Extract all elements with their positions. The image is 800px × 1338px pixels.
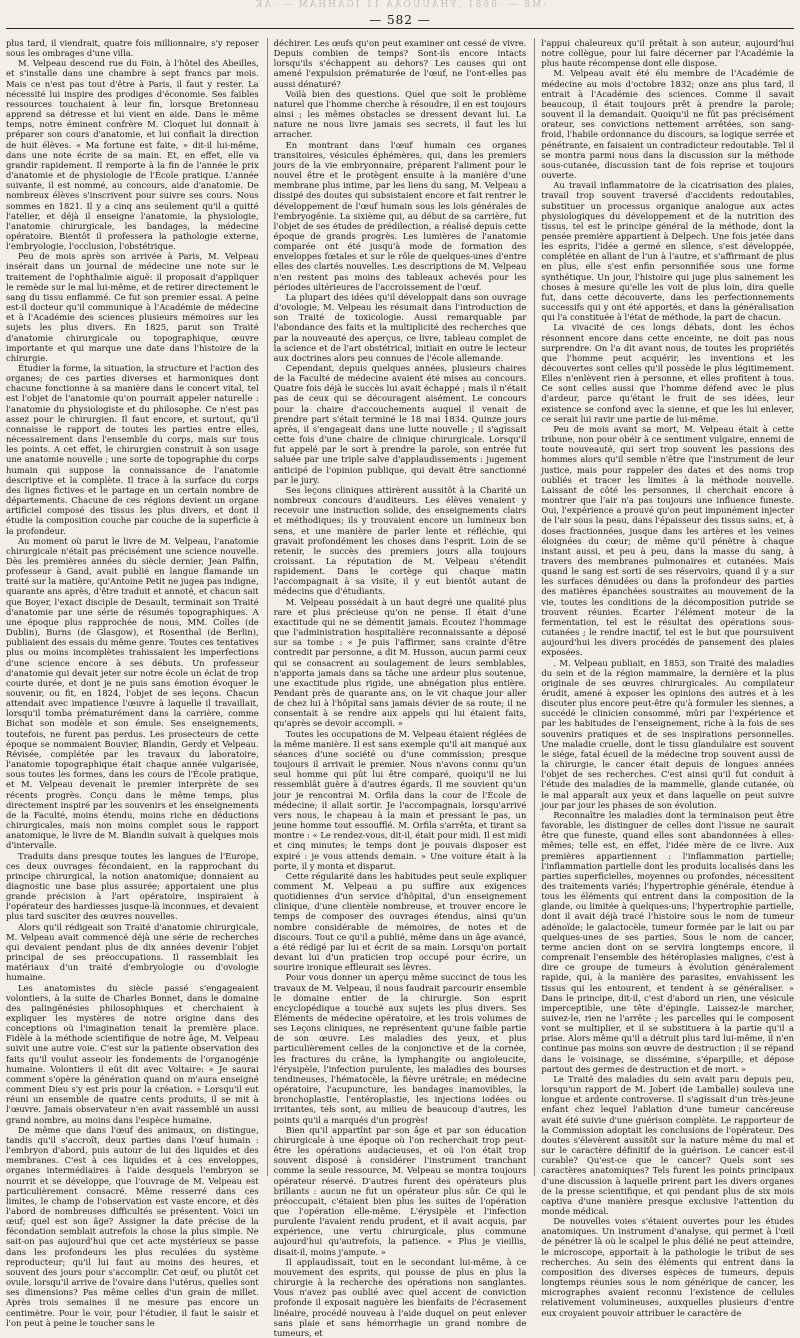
paragraph: Alors qu'il rédigeait son Traité d'anatomie chirurgicale, M. Velpeau avait commencé déjà une série de recherches qui devaient pendant plus de dix années devenir l'objet principal de ses préoccupations. Il rassemblait les matériaux d'un traité d'embryologie ou d'ovologie humaine. [6,921,259,983]
paragraph: Cette régularité dans les habitudes peut seule expliquer comment M. Velpeau a pu suffire aux exigences quotidiennes d'un service d'hôpital, d'un enseignement clinique, d'une clientèle nombreuse, et trouver encore le temps de composer des ouvrages étendus, ainsi qu'un nombre considérable de mémoires, de notes et de discours. Tout ce qu'il a publié, même dans un âge avancé, a été rédigé par lui et écrit de sa main. Lorsqu'on portait devant lui d'un praticien trop occupé pour écrire, un sourire ironique effleurait ses lèvres. [273,870,527,973]
header-rule [6,28,794,29]
paragraph: M. Velpeau descend rue du Foin, à l'hôtel des Abeilles, et s'installe dans une chambre à sept francs par mois. Mais ce n'est pas tout d'être à Paris, il faut y rester. La nécessité lui inspire des prodiges d'économie. Ses faibles ressources touchaient à leur fin, lorsque Bretonneau apprend sa détresse et lui vient en aide. Dans le même temps, notre éminent confrère M. Cloquet lui donnait à préparer son cours d'anatomie, et lui confiait la direction de huit élèves. « Ma fortune est faite, » dit-il lui-même, dans une note écrite de sa main. Et, en effet, elle va grandir rapidement. Il remporte à la fin de l'année le prix d'anatomie et de physiologie de l'École pratique. L'année suivante, il est nommé, au concours, aide d'anatomie. De nombreux élèves s'inscrivent pour suivre ses cours. Nous sommes en 1821. Il y a cinq ans seulement qu'il a quitté l'atelier, et déjà il enseigne l'anatomie, la physiologie, l'anatomie chirurgicale, les bandages, la médecine opératoire. Bientôt il professera la pathologie externe, l'embryologie, l'occlusion, l'obstétrique. [6,58,259,252]
paragraph: M. Velpeau possédait à un haut degré une qualité plus rare et plus précieuse qu'on ne pense. Il était d'une exactitude qui ne se démentit jamais. Écoutez l'hommage que l'administration hospitalière reconnaissante a déposé sur sa tombe : « Je puis l'affirmer, sans crainte d'être contredit par personne, a dit M. Husson, aucun parmi ceux qui se consacrent au soulagement de leurs semblables, n'apporta jamais dans sa tâche une ardeur plus soutenue, une exactitude plus rigide, une abnégation plus entière. Pendant près de quarante ans, on le vit chaque jour aller de chez lui à l'hôpital sans jamais dévier de sa route; il ne consentait à se rendre aux appels qui lui étaient faits, qu'après se devoir accompli. » [273,596,527,729]
page-number: — 582 — [0,13,800,27]
paragraph: M. Velpeau avait été élu membre de l'Académie de médecine au mois d'octobre 1832; onze ans plus tard, il entrait à l'Académie des sciences. Comme il savait beaucoup, il était toujours prêt à prendre la parole; souvent il la demandait. Quoiqu'il ne fût pas précisément orateur, ses convictions nettement arrêtées, son sang-froid, l'habile ordonnance du discours, sa logique serrée et pénétrante, en faisaient un contradicteur redoutable. Tel il se montra parmi nous dans la discussion sur la méthode sous-cutanée, discussion tant de fois reprise et toujours ouverte. [541,68,795,181]
paragraph: Peu de mois avant sa mort, M. Velpeau était à cette tribune, non pour obéir à ce sentiment vulgaire, ennemi de toute nouveauté, qui sert trop souvent les passions des hommes alors qu'il semble n'être que l'instrument de leur justice, mais pour rappeler des dates et des noms trop oubliés et tracer les limites à la méthode nouvelle. Laissant de côté les personnes, il cherchait encore à montrer que l'air n'a pas toujours une influence funeste. Oui, l'expérience a prouvé qu'on peut impunément injecter de l'air sous la peau, dans l'épaisseur des tissus sains, et, à doses fractionnées, jusque dans les artères et les veines éloignées du cœur; de même qu'il pénètre à chaque instant aussi, et peu à peu, dans la masse du sang, à travers des membranes pulmonaires et cutanées. Mais quand le sang est sorti de ses réservoirs, quand il y a sur les surfaces dénudées ou dans la profondeur des parties des matières épanchées soustraites au mouvement de la vie, toutes les conditions de la décomposition putride se trouvent réunies. Écarter l'élément moteur de la fermentation, tel est le résultat des opérations sous-cutanées ; le rendre inactif, tel est le but que poursuivent aujourd'hui les divers procédés de pansement des plaies exposées. [541,423,795,658]
paragraph: l'appui chaleureux qu'il prêtait à son auteur, aujourd'hui notre collègue, pour lui faire décerner par l'Académie la plus haute récompense dont elle dispose. [541,38,795,69]
paragraph: Voilà bien des questions. Quel que soit le problème naturel que l'homme cherche à résoudre, il en est toujours ainsi ; les mêmes obstacles se dressent devant lui. La nature ne nous livre jamais ses secrets, il faut les lui arracher. [273,88,527,140]
page-header [0,12,800,34]
paragraph: Toutes les occupations de M. Velpeau étaient réglées de la même manière. Il est sans exemple qu'il ait manqué aux séances d'une société ou d'une commission; presque toujours il arrivait le premier. Nous n'avons connu qu'un seul homme qui pût lui être comparé, quoiqu'il ne lui ressemblât guère à d'autres égards. Il me souvient qu'un jour je rencontrai M. Orfila dans la cour de l'École de médecine; il allait sortir. Je l'accompagnais, lorsqu'arrivé vers nous, le chapeau à la main et pressant le pas, un jeune homme tout essoufflé. M. Orfila s'arrêta, et tirant sa montre : « Le rendez-vous, dit-il, était pour midi. Il est midi et cinq minutes; le temps dont je pouvais disposer est expiré : je vous attends demain. » Une voiture était à la porte, il y monta et disparut. [273,728,527,871]
paragraph: Pour vous donner un aperçu même succinct de tous les travaux de M. Velpeau, il nous faudrait parcourir ensemble le domaine entier de la chirurgie. Son esprit encyclopédique a touché aux sujets les plus divers. Ses Éléments de médecine opératoire, et les trois volumes de ses Leçons cliniques, ne représentent qu'une faible partie de son œuvre. Les maladies des yeux, et plus particulièrement celles de la conjonctive et de la cornée, les fractures du crâne, la lymphangite ou angioleucite, l'érysipèle, l'infection purulente, les maladies des bourses tendineuses, l'hématocèle, la fièvre urétrale; en médecine opératoire, l'acupuncture, les bandages inamovibles, la bronchoplastie, l'entéroplastie, les injections iodées ou irritantes, tels sont, au milieu de beaucoup d'autres, les points qu'il a marqués d'un progrès! [273,972,527,1125]
paragraph: . M. Velpeau publiait, en 1853, son Traité des maladies du sein et de la région mammaire, la dernière et la plus originale de ses œuvres chirurgicales. Au compilateur érudit, amené à exposer les opinions des autres et à les discuter plus encore peut-être qu'à formuler les siennes, a succédé le clinicien consommé, mûri par l'expérience et par les habitudes de l'enseignement, riche à la fois de ses souvenirs pratiques et de ses inspirations personnelles. Une maladie cruelle, dont le tissu glandulaire est souvent le siége, fatal écueil de la médecine trop souvent aussi de la chirurgie, le cancer était depuis de longues années l'objet de ses recherches. C'est ainsi qu'il fut conduit à l'étude des maladies de la mammelle, glande cutanée, où le mal apparaît aux yeux et dans laquelle on peut suivre jour par jour les phases de son évolution. [541,657,795,810]
paragraph: Au travail inflammatoire de la cicatrisation des plaies, travail trop souvent traversé d'accidents redoutables, substituer un processus organique analogue aux actes physiologiques du développement et de la nutrition des tissus, tel est le principe général de la méthode, dont la pensée première appartient à Delpech. Une fois jetée dans les esprits, l'idée a germé en silence, s'est développée, complétée en allant de l'un à l'autre, et s'affirmant de plus en plus, elle s'est enfin personnifiée sous une forme synthétique. Un jour, l'histoire qui juge plus sainement les choses à mesure qu'elle les voit de plus loin, dira quelle fut, dans cette découverte, dans les perfectionnements successifs qui y ont été apportés, et dans la généralisation qui l'a constituée à l'état de méthode, la part de chacun. [541,180,795,323]
paragraph: plus tard, il viendrait, quatre fois millionnaire, s'y reposer sous les ombrages d'une villa. [6,38,259,59]
paragraph: La vivacité de ces longs débats, dont les échos résonnent encore dans cette enceinte, ne doit pas nous surprendre. On l'a dit avant nous, de toutes les propriétés que l'homme peut acquérir, les inventions et les découvertes sont celles qu'il possède le plus légitimement. Elles n'enlèvent rien à personne, et elles profitent à tous. Ce sont celles aussi que l'homme défend avec le plus d'ardeur, parce qu'étant le fruit de ses idées, leur existence se confond avec la sienne, et que les lui enlever, ce serait lui ravir une partie de lui-même. [541,322,795,424]
paragraph: Reconnaître les maladies dont la terminaison peut être favorable, les distinguer de celles dont l'issue ne saurait être que funeste, quand elles sont abandonnées à elles-mêmes; telle est, en effet, l'idée mère de ce livre. Aux premières appartiennent : l'inflammation partielle; l'inflammation partielle dont les produits localisés dans les parties superficielles, moyennes ou profondes, nécessitent des traitements variés; l'hypertrophie générale, étendue à tous les éléments qui entrent dans la composition de la glande, ou limitée à quelques-uns; l'hypertrophie partielle, dont il avait déjà tracé l'histoire sous le nom de tumeur adénoïde; le galactocèle, tumeur formée par le lait ou par quelques-unes de ses parties. Sous le nom de cancer, terme ancien dont on se servira longtemps encore, il comprenait l'ensemble des hétéroplasies malignes, c'est à dire ce groupe de tumeurs à évolution généralement rapide, qui, à la manière des parasites, envahissent les tissus qui les entourent, et tendent à se généraliser. » Dans le principe, dit-il, c'est d'abord un rien, une vésicule imperceptible, une tête d'épingle. Laissez-le marcher, suivez-le, rien ne l'arrête ; les parcelles qui le composent vont se multiplier, et il se substituera à la partie qu'il a prise. Alors même qu'il a détruit plus tard lui-même, il n'en continue pas moins son œuvre de destruction ; il se répand dans le voisinage, se dissémine, s'éparpille, et dépose partout des germes de destruction et de mort. » [541,809,795,1074]
text-columns [6,38,795,1338]
paragraph: Le Traité des maladies du sein avait paru depuis peu, lorsqu'un rapport de M. Jobert (de Lamballe) souleva une longue et ardente controverse. Il s'agissait d'un très-jeune enfant chez lequel l'ablation d'une tumeur cancéreuse avait été suivie d'une guérison complète. Le rapporteur de la Commission adoptait les conclusions de l'opérateur. Des doutes s'élevèrent aussitôt sur la nature même du mal et sur le caractère définitif de la guérison. Le cancer est-il curable? Qu'est-ce que le cancer? Quels sont ses caractères anatomiques? Tels furent les points principaux d'une discussion à laquelle prirent part les divers organes de la presse scientifique, et qui pendant plus de six mois captiva d'une manière presque exclusive l'attention du monde médical. [541,1073,795,1216]
paragraph: En montrant dans l'œuf humain ces organes transitoires, vésicules éphémères, qui, dans les premiers jours de la vie embryonnaire, préparent l'aliment pour le nouvel être et le protègent ensuite à la manière d'une membrane plus intime, par les liens du sang, M. Velpeau a dissipé des doutes qui subsistaient encore et fait rentrer le développement de l'œuf humain sous les lois générales de l'embryogénie. La sixième qui, au début de sa carrière, fut l'objet de ses études de prédilection, a réalisé depuis cette époque de grands progrès. Les lumières de l'anatomie comparée ont été jusqu'à mode de formation des enveloppes fœtales et sur le rôle de quelques-unes d'entre elles des clartés nouvelles. Les descriptions de M. Velpeau n'en restent pas moins des tableaux achevés pour les périodes ultérieures de l'accroissement de l'œuf. [273,139,527,292]
paragraph: Il applaudissait, tout en le secondant lui-même, à ce mouvement des esprits, qui pousse de plus en plus la chirurgie à la recherche des opérations non sanglantes. Vous n'avez pas oublié avec quel accent de conviction profonde il exposait naguère les bienfaits de l'écrasement linéaire, procédé nouveau à l'aide duquel on peut enlever sans plaie et sans hémorrhagie un grand nombre de tumeurs, et [273,1256,527,1338]
paragraph: Les anatomistes du siècle passé s'engageaient volontiers, à la suite de Charles Bonnet, dans le domaine des palingénésies philosophiques et cherchaient à expliquer les mystères de notre origine dans des conceptions où l'imagination tenait la première place. Fidèle à la méthode scientifique de notre âge, M. Velpeau suivit une autre voie. C'est sur la patiente observation des faits qu'il voulut asseoir les fondements de l'organogénie humaine. Volontiers il eût dit avec Voltaire: « Je saurai comment s'opère la génération quand on m'aura enseigné comment Dieu s'y est pris pour la création. » Lorsqu'il eut réuni un ensemble de quatre cents produits, il se mit à l'œuvre. Jamais observateur n'en avait rassemblé un aussi grand nombre, au moins dans l'espèce humaine. [6,982,259,1125]
paragraph: De nouvelles voies s'étaient ouvertes pour les études anatomiques. Un instrument d'analyse, qui permet à l'œil de pénétrer là où le scalpel le plus délié ne peut atteindre, le microscope, apportait à la pathologie le tribut de ses recherches. Au sein des éléments qui entrent dans la composition des diverses espèces de tumeurs, depuis longtemps réunies sous le nom générique de cancer, les micrographes avaient reconnu l'existence de cellules relativement volumineuses, auxquelles plusieurs d'entre eux croyaient pouvoir attribuer le caractère de [541,1216,795,1318]
paragraph: Cependant, depuis quelques années, plusieurs chaires de la Faculté de médecine avaient été mises au concours. Quatre fois déjà le succès lui avait échappé ; mais il n'était pas de ceux qui se découragent aisément. Le concours pour la chaire d'accouchements auquel il venait de prendre part s'était terminé le 18 mai 1834. Quinze jours après, il s'engageait dans une lutte nouvelle ; il s'agissait cette fois d'une chaire de clinique chirurgicale. Lorsqu'il fut appelé par le sort à prendre la parole, son entrée fut saluée par une triple salve d'applaudissements : jugement anticipé de l'opinion publique, qui devait être sanctionné par le jury. [273,363,527,485]
paragraph: De même que dans l'œuf des animaux, on distingue, tandis qu'il s'accroît, deux parties dans l'œuf humain : l'embryon d'abord, puis autour de lui des liquides et des membranes. C'est à ces liquides et à ces enveloppes, organes intermédiaires à l'aide desquels l'embryon se nourrit et se développe, que l'ouvrage de M. Velpeau est particulièrement consacré. Même resserré dans ces limites, le champ de l'observation est vaste encore, et dès l'abord de nombreuses difficultés se présentent. Voici un œuf; quel est son âge? Assigner la date précise de la fécondation semblait autrefois la chose la plus simple. Ne sait-on pas aujourd'hui que cet acte mystérieux se passe dans les profondeurs les plus reculées du système reproducteur; qu'il lui faut au moins des heures, et souvent des jours pour s'accomplir. Cet œuf, ou plutôt cet ovule, lorsqu'il arrive de l'ovaire dans l'utérus, quelles sont ses dimensions? Pas même celles d'un grain de millet. Après trois semaines il ne mesure pas encore un centimètre. Pour le voir, pour l'étudier, il faut le saisir et l'on peut à peine le toucher sans le [6,1124,259,1328]
column-right [534,38,795,1318]
paragraph: déchirer. Les œufs qu'on peut examiner ont cessé de vivre. Depuis combien de temps? Sont-ils encore intacts lorsqu'ils s'échappent au dehors? Les causes qui ont amené l'expulsion prématurée de l'œuf, ne l'ont-elles pas aussi dénaturé? [273,38,527,89]
paragraph: Bien qu'il appartînt par son âge et par son éducation chirurgicale à une époque où l'on recherchait trop peut-être les opérations audacieuses, et où l'on était trop souvent disposé à considérer l'instrument tranchant comme la seule ressource, M. Velpeau se montra toujours opérateur réservé. D'autres furent des opérateurs plus brillants : aucun ne fut un opérateur plus sûr. Ce qui le préoccupait, c'étaient bien plus les suites de l'opération que l'opération elle-même. L'érysipèle et l'infection purulente l'avaient rendu prudent, et il avait acquis, par expérience, une vertu chirurgicale, plus commune aujourd'hui qu'autrefois, la patience. « Plus je vieillis, disait-il, moins j'ampute. » [273,1124,527,1257]
paragraph: Étudier la forme, la situation, la structure et l'action des organes; de ces parties diverses et harmoniques dont chacune fonctionne à sa manière dans le concert vital, tel est l'objet de l'anatomie qu'on pourrait appeler naturelle : l'anatomie du physiologiste et du philosophe. Ce n'est pas assez pour le chirurgien. Il faut encore, et surtout, qu'il connaisse le rapport de toutes les parties entre elles, nécessairement dans l'ensemble du corps, mais sur tous les points. A cet effet, le chirurgien construit à son usage une anatomie nouvelle ; une sorte de topographie du corps humain qui suppose la connaissance de l'anatomie descriptive et la complète. Il trace à la surface du corps des lignes fictives et le partage en un certain nombre de départements. Chacune de ces régions devient un organe artificiel composé des tissus les plus divers, et dont il étudie la composition couche par couche de la superficie à la profondeur. [6,363,259,536]
paragraph: Peu de mois après son arrivée à Paris, M. Velpeau insérait dans un journal de médecine une note sur le traitement de l'ophthalmie aiguë: il proposait d'appliquer le remède sur le mal lui-même, et de retirer directement le sang du tissu enflammé. Ce fut son premier essai. A peine est-il docteur qu'il communique à l'Académie de médecine et à l'Académie des sciences plusieurs mémoires sur les sujets les plus divers. En 1825, parut son Traité d'anatomie chirurgicale ou topographique, œuvre importante et qui marque une date dans l'histoire de la chirurgie. [6,251,259,363]
bleed-through-text: ·M8 — ·8681 ,YHAUUOAA 11 IGAHHAM — ·AK [253,0,547,10]
paragraph: Ses leçons cliniques attirèrent aussitôt à la Charité un nombreux concours d'auditeurs. Les élèves venaient y recevoir une instruction solide, des enseignements clairs et méthodiques; ils y trouvaient encore un lumineux bon sens, et une manière de parler lente et réfléchie, qui gravait profondément les choses dans l'esprit. Loin de se retenir, le succès des premiers jours alla toujours croissant. La réputation de M. Velpeau s'étendit rapidement. Dans le cortège qui chaque matin l'accompagnait à sa visite, il y eut bientôt autant de médecins que d'étudiants. [273,484,527,597]
column-left [6,38,259,1328]
column-middle [267,38,527,1338]
paragraph: Traduits dans presque toutes les langues de l'Europe, ces deux ouvrages fécondaient, en la rapprochant du principe chirurgical, la notion anatomique; donnaient au diagnostic une base plus assurée; apportaient une plus grande précision à l'art opératoire, inspiraient à l'opérateur des hardiesses jusque-là inconnues, et devaient plus tard susciter des œuvres nouvelles. [6,850,259,922]
paragraph: Au moment où parut le livre de M. Velpeau, l'anatomie chirurgicale n'était pas précisément une science nouvelle. Dès les premières années du siècle dernier, Jean Palfin, professeur à Gand, avait publié en langue flamande un traité sur la matière, qu'Antoine Petit ne jugea pas indigne, quarante ans après, d'être traduit et annoté, et chacun sait que Boyer, l'exact disciple de Desault, terminait son Traité d'anatomie par une série de résumés topographiques. A une époque plus rapprochée de nous, MM. Colles (de Dublin), Burns (de Glasgow), et Rosenthal (de Berlin), publiaient des essais du même genre. Toutes ces tentatives plus ou moins incomplètes trahissaient les imperfections d'une science encore à ses débuts. Un professeur d'anatomie qui devait jeter sur notre école un éclat de trop courte durée, et dont je ne puis sans émotion évoquer le souvenir, ou fit, en 1824, l'objet de ses leçons. Chacun attendait avec impatience l'œuvre à laquelle il travaillait, lorsqu'il tomba prématurément dans la carrière, comme Bichat son modèle et son émule. Ses enseignements, toutefois, ne furent pas perdus. Les prosecteurs de cette époque se nommaient Bouvier, Blandin, Gerdy et Velpeau. Révisée, complétée par les travaux du laboratoire, l'anatomie topographique était chaque année vulgarisée, sous toutes les formes, dans les cours de l'École pratique, et M. Velpeau devenait le premier interprète de ses récents progrès. Conçu dans le même temps, plus directement inspiré par les souvenirs et les enseignements de la Faculté, moins étendu, moins riche en déductions chirurgicales, mais non moins complet sous le rapport anatomique, le livre de M. Blandin suivait à quelques mois d'intervalle. [6,535,259,851]
paragraph: La plupart des idées qu'il développait dans son ouvrage d'ovologie, M. Velpeau les résumait dans l'introduction de son Traité de toxicologie. Aussi remarquable par l'abondance des faits et la multiplicité des recherches que par la nouveauté des aperçus, ce livre, tableau complet de la science et de l'art obstétrical, initiait en outre le lecteur aux doctrines alors peu connues de l'école allemande. [273,291,527,363]
